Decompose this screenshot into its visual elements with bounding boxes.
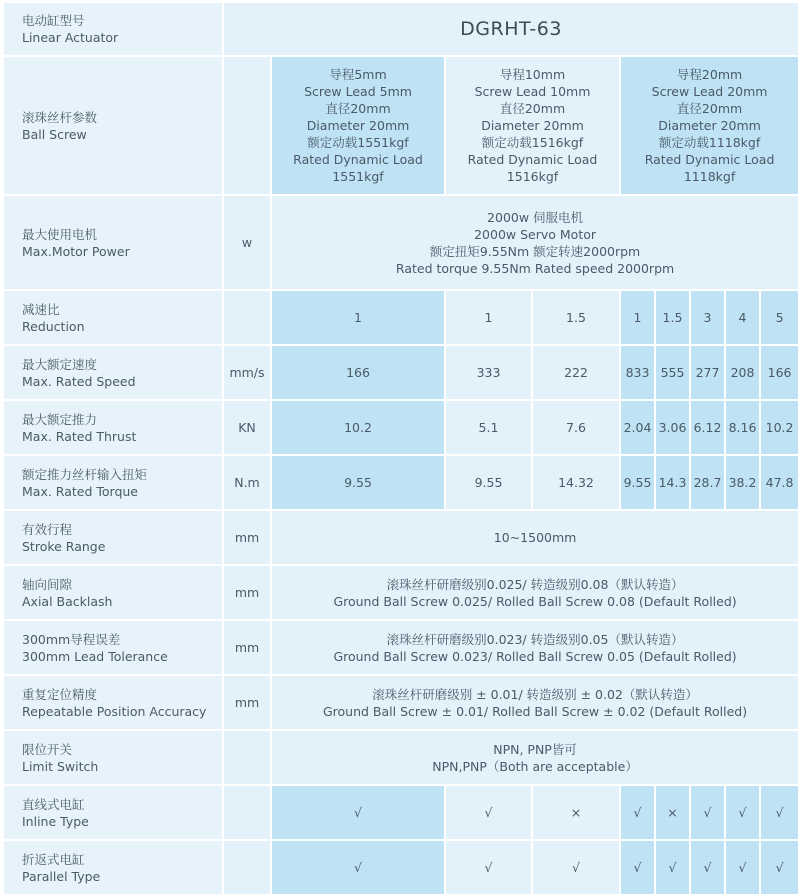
limit-switch-value: NPN, PNP皆可 NPN,PNP（Both are acceptable）: [271, 730, 799, 785]
parallel-mark: √: [725, 840, 760, 895]
inline-mark: ×: [532, 785, 620, 840]
label-parallel-type: 折返式电缸 Parallel Type: [3, 840, 223, 895]
parallel-mark: √: [620, 840, 655, 895]
reduction-value: 4: [725, 290, 760, 345]
inline-mark: √: [760, 785, 799, 840]
reduction-value: 1: [445, 290, 532, 345]
label-model: 电动缸型号 Linear Actuator: [3, 2, 223, 56]
unit-lead-tolerance: mm: [223, 620, 271, 675]
torque-value: 28.7: [690, 455, 725, 510]
torque-value: 38.2: [725, 455, 760, 510]
inline-mark: ×: [655, 785, 690, 840]
label-repeatability: 重复定位精度 Repeatable Position Accuracy: [3, 675, 223, 730]
backlash-value: 滚珠丝杆研磨级别0.025/ 转造级别0.08（默认转造） Ground Ball Screw 0.025/ Rolled Ball Screw 0.08 (Default Rolled): [271, 565, 799, 620]
inline-mark: √: [271, 785, 445, 840]
speed-value: 277: [690, 345, 725, 400]
torque-value: 14.32: [532, 455, 620, 510]
ball-screw-option-2: 导程10mm Screw Lead 10mm 直径20mm Diameter 20mm 额定动载1516kgf Rated Dynamic Load 1516kgf: [445, 56, 620, 195]
label-thrust: 最大额定推力 Max. Rated Thrust: [3, 400, 223, 455]
unit-limit-switch: [223, 730, 271, 785]
speed-value: 833: [620, 345, 655, 400]
thrust-value: 2.04: [620, 400, 655, 455]
unit-backlash: mm: [223, 565, 271, 620]
reduction-value: 5: [760, 290, 799, 345]
row-backlash: [3, 565, 799, 620]
thrust-value: 5.1: [445, 400, 532, 455]
unit-torque: N.m: [223, 455, 271, 510]
row-motor: [3, 195, 799, 290]
parallel-mark: √: [760, 840, 799, 895]
speed-value: 166: [271, 345, 445, 400]
label-motor: 最大使用电机 Max.Motor Power: [3, 195, 223, 290]
thrust-value: 8.16: [725, 400, 760, 455]
thrust-value: 6.12: [690, 400, 725, 455]
row-reduction: [3, 290, 799, 345]
torque-value: 9.55: [620, 455, 655, 510]
label-backlash: 轴向间隙 Axial Backlash: [3, 565, 223, 620]
ball-screw-option-1: 导程5mm Screw Lead 5mm 直径20mm Diameter 20mm 额定动载1551kgf Rated Dynamic Load 1551kgf: [271, 56, 445, 195]
inline-mark: √: [725, 785, 760, 840]
parallel-mark: √: [690, 840, 725, 895]
unit-thrust: KN: [223, 400, 271, 455]
repeatability-value: 滚珠丝杆研磨级别 ± 0.01/ 转造级别 ± 0.02（默认转造） Ground Ball Screw ± 0.01/ Rolled Ball Screw ± 0.02 (Default Rolled): [271, 675, 799, 730]
lead-tolerance-value: 滚珠丝杆研磨级别0.023/ 转造级别0.05（默认转造） Ground Ball Screw 0.023/ Rolled Ball Screw 0.05 (Default Rolled): [271, 620, 799, 675]
spec-table: [2, 1, 800, 896]
motor-value: 2000w 伺服电机 2000w Servo Motor 额定扭矩9.55Nm 额定转速2000rpm Rated torque 9.55Nm Rated speed 2000rpm: [271, 195, 799, 290]
inline-mark: √: [690, 785, 725, 840]
unit-reduction: [223, 290, 271, 345]
parallel-mark: √: [445, 840, 532, 895]
speed-value: 333: [445, 345, 532, 400]
speed-value: 555: [655, 345, 690, 400]
stroke-value: 10~1500mm: [271, 510, 799, 565]
torque-value: 9.55: [271, 455, 445, 510]
unit-speed: mm/s: [223, 345, 271, 400]
reduction-value: 1.5: [655, 290, 690, 345]
unit-motor: w: [223, 195, 271, 290]
parallel-mark: √: [655, 840, 690, 895]
row-model: [3, 2, 799, 56]
row-stroke: [3, 510, 799, 565]
unit-ball-screw: [223, 56, 271, 195]
speed-value: 166: [760, 345, 799, 400]
parallel-mark: √: [271, 840, 445, 895]
label-speed: 最大额定速度 Max. Rated Speed: [3, 345, 223, 400]
reduction-value: 3: [690, 290, 725, 345]
thrust-value: 7.6: [532, 400, 620, 455]
label-limit-switch: 限位开关 Limit Switch: [3, 730, 223, 785]
label-lead-tolerance: 300mm导程误差 300mm Lead Tolerance: [3, 620, 223, 675]
torque-value: 14.3: [655, 455, 690, 510]
row-repeatability: [3, 675, 799, 730]
row-thrust: [3, 400, 799, 455]
thrust-value: 10.2: [271, 400, 445, 455]
thrust-value: 10.2: [760, 400, 799, 455]
label-inline-type: 直线式电缸 Inline Type: [3, 785, 223, 840]
thrust-value: 3.06: [655, 400, 690, 455]
row-inline-type: [3, 785, 799, 840]
unit-repeatability: mm: [223, 675, 271, 730]
label-reduction: 减速比 Reduction: [3, 290, 223, 345]
ball-screw-option-3: 导程20mm Screw Lead 20mm 直径20mm Diameter 20mm 额定动载1118kgf Rated Dynamic Load 1118kgf: [620, 56, 799, 195]
unit-stroke: mm: [223, 510, 271, 565]
model-value: DGRHT-63: [223, 2, 799, 56]
reduction-value: 1.5: [532, 290, 620, 345]
unit-parallel-type: [223, 840, 271, 895]
inline-mark: √: [620, 785, 655, 840]
label-stroke: 有效行程 Stroke Range: [3, 510, 223, 565]
label-torque: 额定推力丝杆输入扭矩 Max. Rated Torque: [3, 455, 223, 510]
row-ball-screw: [3, 56, 799, 195]
inline-mark: √: [445, 785, 532, 840]
parallel-mark: √: [532, 840, 620, 895]
speed-value: 208: [725, 345, 760, 400]
row-lead-tolerance: [3, 620, 799, 675]
unit-inline-type: [223, 785, 271, 840]
torque-value: 9.55: [445, 455, 532, 510]
row-limit-switch: [3, 730, 799, 785]
reduction-value: 1: [620, 290, 655, 345]
torque-value: 47.8: [760, 455, 799, 510]
speed-value: 222: [532, 345, 620, 400]
reduction-value: 1: [271, 290, 445, 345]
label-ball-screw: 滚珠丝杆参数 Ball Screw: [3, 56, 223, 195]
row-torque: [3, 455, 799, 510]
row-speed: [3, 345, 799, 400]
row-parallel-type: [3, 840, 799, 895]
